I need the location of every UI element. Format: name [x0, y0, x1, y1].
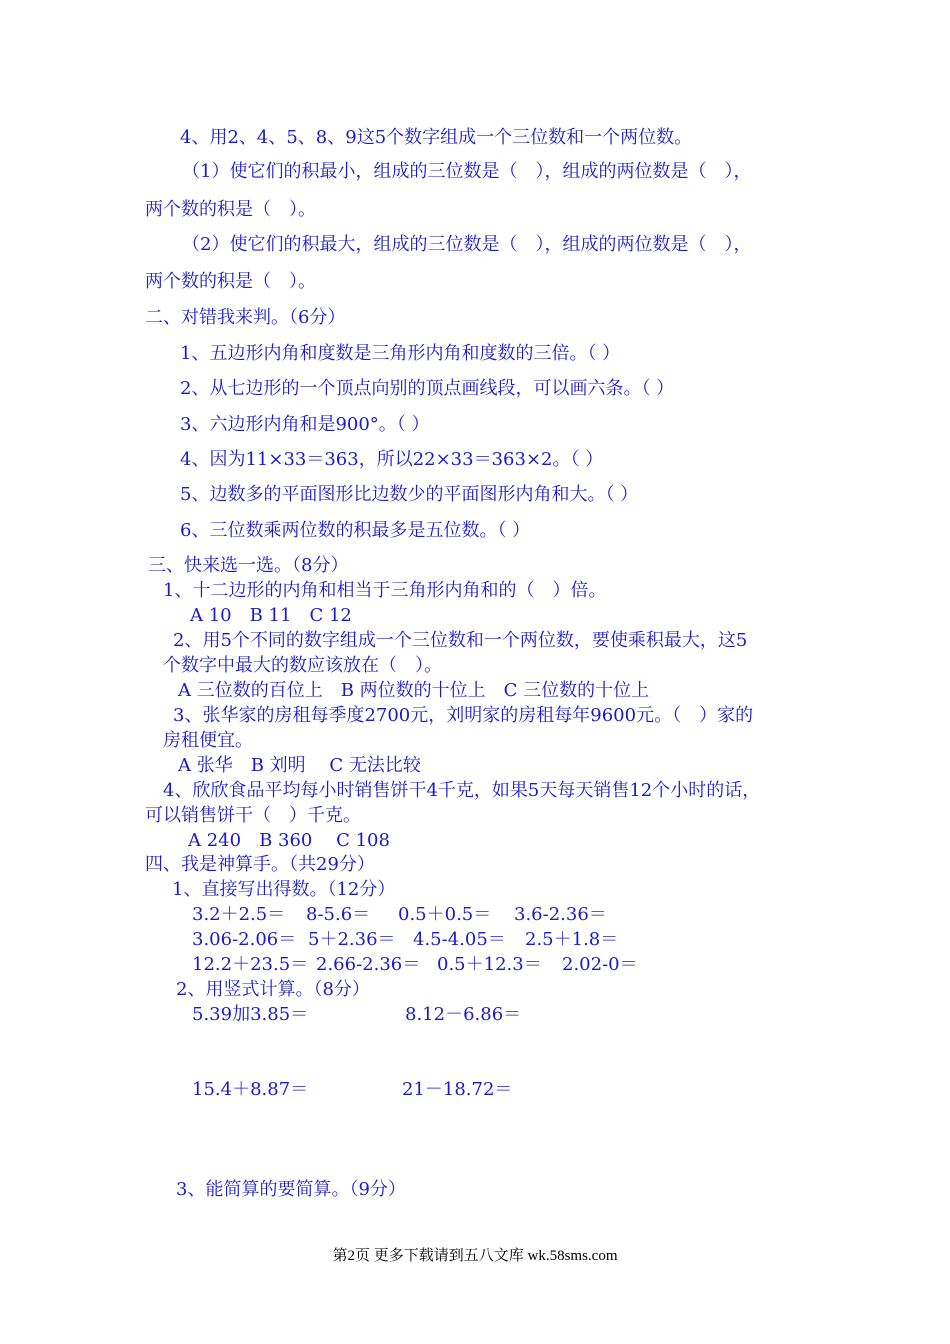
oral-calc-1-3: 0.5＋0.5＝	[398, 904, 492, 925]
choice-q3-line2: 房租便宜。	[163, 730, 253, 751]
vertical-calc-1: 5.39加3.85＝	[192, 1004, 309, 1025]
choice-q2-line2: 个数字中最大的数应该放在（ ）。	[163, 655, 442, 676]
q4-part1-line2: 两个数的积是（ ）。	[145, 199, 316, 220]
section2-title: 二、对错我来判。（6分）	[145, 307, 346, 328]
vertical-calc-title: 2、用竖式计算。（8分）	[176, 979, 370, 1000]
choice-q3-line1: 3、张华家的房租每季度2700元，刘明家的房租每年9600元。（ ）家的	[173, 705, 754, 726]
q4-stem: 4、用2、4、5、8、9这5个数字组成一个三位数和一个两位数。	[180, 127, 693, 148]
judge-item-3: 3、六边形内角和是900°。（ ）	[180, 414, 430, 435]
oral-calc-3-4: 2.02-0＝	[562, 954, 638, 975]
oral-calc-2-1: 3.06-2.06＝	[192, 929, 297, 950]
q4-part1-line1: （1）使它们的积最小，组成的三位数是（ ），组成的两位数是（ ），	[182, 161, 752, 182]
judge-item-2: 2、从七边形的一个顶点向别的顶点画线段，可以画六条。（ ）	[180, 378, 675, 399]
section3-title: 三、快来选一选。（8分）	[148, 555, 349, 576]
page-footer: 第2页 更多下载请到五八文库 wk.58sms.com	[332, 1248, 618, 1264]
section4-title: 四、我是神算手。（共29分）	[145, 854, 375, 875]
vertical-calc-4: 21－18.72＝	[402, 1079, 513, 1100]
vertical-calc-2: 8.12－6.86＝	[405, 1004, 522, 1025]
choice-q2-options: A 三位数的百位上 B 两位数的十位上 C 三位数的十位上	[178, 680, 650, 701]
oral-calc-1-4: 3.6-2.36＝	[514, 904, 607, 925]
judge-item-6: 6、三位数乘两位数的积最多是五位数。（ ）	[180, 520, 531, 541]
choice-q2-line1: 2、用5个不同的数字组成一个三位数和一个两位数，要使乘积最大，这5	[173, 630, 748, 651]
simplify-calc-title: 3、能简算的要简算。（9分）	[176, 1179, 406, 1200]
oral-calc-2-4: 2.5＋1.8＝	[525, 929, 619, 950]
q4-part2-line2: 两个数的积是（ ）。	[145, 271, 316, 292]
oral-calc-3-2: 2.66-2.36＝	[316, 954, 421, 975]
choice-q4-line1: 4、欣欣食品平均每小时销售饼干4千克，如果5天每天销售12个小时的话，	[163, 780, 761, 801]
choice-q1-options: A 10 B 11 C 12	[190, 605, 352, 626]
choice-q3-options: A 张华 B 刘明 C 无法比较	[178, 755, 421, 776]
choice-q4-options: A 240 B 360 C 108	[188, 830, 390, 851]
judge-item-4: 4、因为11×33＝363，所以22×33＝363×2。（ ）	[180, 449, 604, 470]
judge-item-5: 5、边数多的平面图形比边数少的平面图形内角和大。（ ）	[180, 484, 639, 505]
oral-calc-title: 1、直接写出得数。（12分）	[172, 879, 396, 900]
vertical-calc-3: 15.4＋8.87＝	[192, 1079, 309, 1100]
oral-calc-1-2: 8-5.6＝	[306, 904, 371, 925]
oral-calc-2-2: 5＋2.36＝	[308, 929, 396, 950]
q4-part2-line1: （2）使它们的积最大，组成的三位数是（ ），组成的两位数是（ ），	[182, 234, 752, 255]
judge-item-1: 1、五边形内角和度数是三角形内角和度数的三倍。（ ）	[180, 343, 621, 364]
oral-calc-2-3: 4.5-4.05＝	[413, 929, 506, 950]
choice-q1: 1、十二边形的内角和相当于三角形内角和的（ ）倍。	[163, 580, 607, 601]
oral-calc-1-1: 3.2＋2.5＝	[192, 904, 286, 925]
oral-calc-3-1: 12.2＋23.5＝	[192, 954, 309, 975]
choice-q4-line2: 可以销售饼干（ ）千克。	[145, 805, 361, 826]
oral-calc-3-3: 0.5＋12.3＝	[437, 954, 542, 975]
